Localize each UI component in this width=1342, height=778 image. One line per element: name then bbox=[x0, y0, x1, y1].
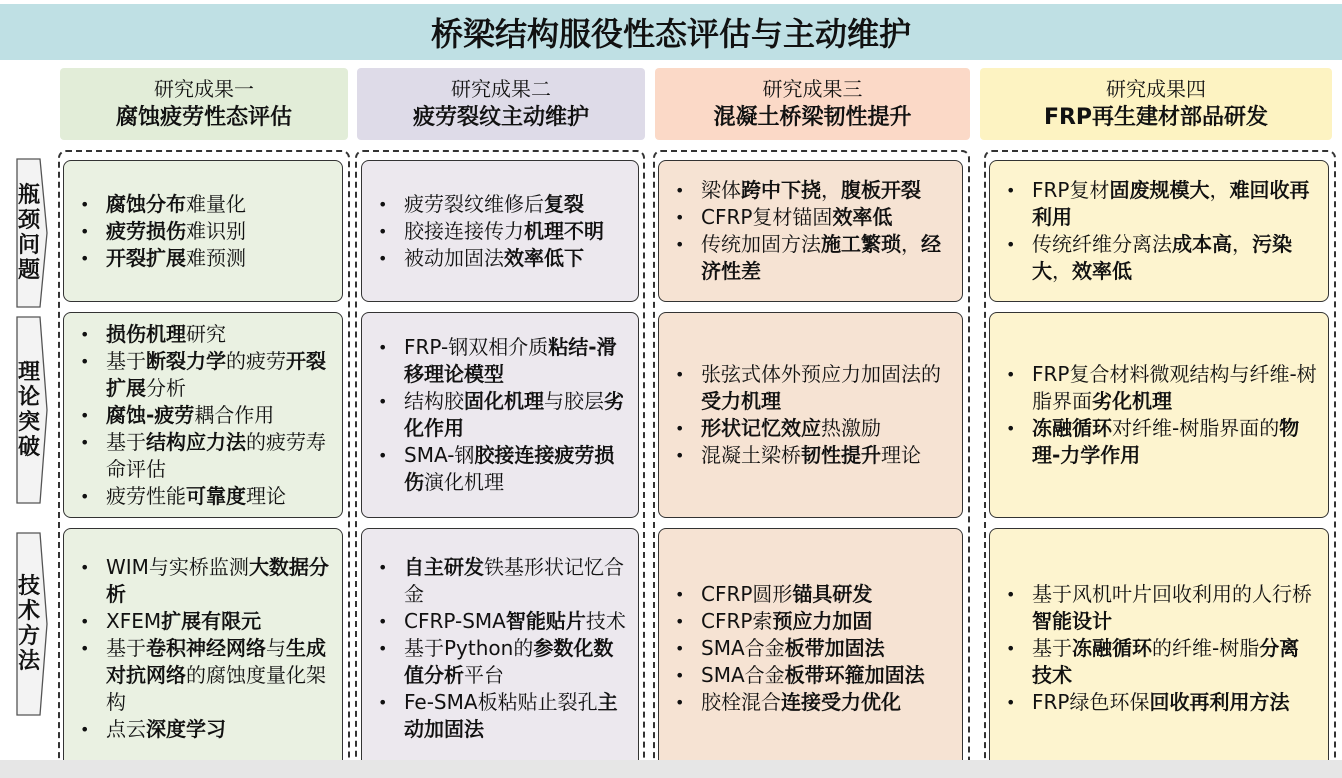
row-label-char: 术 bbox=[17, 599, 40, 624]
bullet-dot-icon: • bbox=[80, 557, 90, 577]
bullet-dot-icon: • bbox=[80, 351, 90, 371]
column-header-main: 腐蚀疲劳性态评估 bbox=[115, 105, 292, 130]
bullet-dot-icon: • bbox=[675, 638, 685, 658]
bullet-list bbox=[1002, 177, 1318, 285]
bullet-item: • 结构胶固化机理与胶层劣化作用 bbox=[378, 389, 624, 440]
bullet-item: • 基于卷积神经网络与生成对抗网络的腐蚀度量化架构 bbox=[80, 635, 326, 714]
row-label-char: 理 bbox=[17, 360, 40, 385]
row-label-text bbox=[16, 183, 42, 283]
bullet-dot-icon: • bbox=[675, 181, 685, 200]
bullet-dot-icon: • bbox=[675, 208, 685, 227]
bullet-list bbox=[671, 177, 952, 285]
cell-col1-methods bbox=[63, 528, 343, 768]
bullet-item: • 形状记忆效应热激励 bbox=[675, 416, 881, 440]
bullet-item: • 腐蚀分布难量化 bbox=[80, 191, 246, 216]
bullet-item: • 梁体跨中下挠，腹板开裂 bbox=[675, 178, 921, 202]
bullet-dot-icon: • bbox=[675, 692, 685, 712]
bullet-item: • 点云深度学习 bbox=[80, 716, 226, 741]
bullet-item: • 传统纤维分离法成本高，污染大，效率低 bbox=[1006, 232, 1292, 283]
bullet-dot-icon: • bbox=[378, 557, 388, 577]
column-header-sub: 研究成果二 bbox=[451, 77, 551, 101]
bullet-dot-icon: • bbox=[378, 194, 388, 214]
row-label-char: 破 bbox=[17, 435, 40, 460]
bullet-item: • 基于风机叶片回收利用的人行桥智能设计 bbox=[1006, 581, 1312, 633]
bullet-dot-icon: • bbox=[378, 338, 388, 357]
bullet-item: • 基于Python的参数化数值分析平台 bbox=[378, 635, 614, 687]
bullet-item: • 胶接连接传力机理不明 bbox=[378, 218, 604, 243]
bullet-dot-icon: • bbox=[675, 611, 685, 631]
column-header-1 bbox=[60, 68, 348, 140]
cell-col4-methods bbox=[989, 528, 1329, 768]
row-label-char: 技 bbox=[17, 574, 40, 599]
bullet-dot-icon: • bbox=[80, 324, 90, 344]
bullet-dot-icon: • bbox=[80, 611, 90, 631]
bullet-dot-icon: • bbox=[378, 446, 388, 465]
bullet-dot-icon: • bbox=[1006, 419, 1016, 438]
cell-col4-bottleneck bbox=[989, 160, 1329, 302]
bullet-list bbox=[374, 334, 628, 496]
bullet-list bbox=[76, 191, 332, 272]
bullet-item: • SMA合金板带环箍加固法 bbox=[675, 662, 925, 687]
bullet-item: • XFEM扩展有限元 bbox=[80, 608, 262, 633]
cell-col3-methods bbox=[658, 528, 963, 768]
bullet-list bbox=[1002, 581, 1318, 716]
bullet-dot-icon: • bbox=[80, 248, 90, 268]
bullet-item: • CFRP-SMA智能贴片技术 bbox=[378, 608, 626, 633]
cell-col3-bottleneck bbox=[658, 160, 963, 302]
bullet-dot-icon: • bbox=[675, 446, 685, 465]
bullet-list bbox=[671, 361, 952, 469]
bullet-list bbox=[374, 191, 628, 272]
cell-col1-theory bbox=[63, 312, 343, 518]
row-label-char: 论 bbox=[17, 385, 40, 410]
bullet-item: • 自主研发铁基形状记忆合金 bbox=[378, 554, 624, 606]
bullet-item: • 开裂扩展难预测 bbox=[80, 245, 246, 270]
row-label-char: 突 bbox=[17, 410, 40, 435]
bullet-item: • FRP复材固废规模大，难回收再利用 bbox=[1006, 178, 1310, 229]
cell-col3-theory bbox=[658, 312, 963, 518]
page-title: 桥梁结构服役性态评估与主动维护 bbox=[0, 4, 1342, 60]
bullet-dot-icon: • bbox=[378, 692, 388, 712]
bullet-dot-icon: • bbox=[1006, 638, 1016, 658]
bullet-list bbox=[374, 554, 628, 743]
cell-col2-bottleneck bbox=[361, 160, 639, 302]
bullet-item: • CFRP索预应力加固 bbox=[675, 608, 873, 633]
bullet-item: • 传统加固方法施工繁琐，经济性差 bbox=[675, 232, 941, 283]
column-header-sub: 研究成果三 bbox=[762, 77, 863, 101]
bullet-item: • 损伤机理研究 bbox=[80, 321, 226, 346]
bullet-dot-icon: • bbox=[80, 432, 90, 452]
column-header-2 bbox=[357, 68, 645, 140]
bullet-dot-icon: • bbox=[1006, 584, 1016, 604]
bullet-dot-icon: • bbox=[80, 405, 90, 425]
row-label-char: 法 bbox=[17, 649, 40, 674]
row-label-methods bbox=[16, 532, 48, 716]
bullet-dot-icon: • bbox=[675, 584, 685, 604]
bullet-item: • 被动加固法效率低下 bbox=[378, 245, 584, 270]
bullet-dot-icon: • bbox=[1006, 692, 1016, 712]
bullet-list bbox=[76, 321, 332, 510]
row-label-char: 方 bbox=[17, 624, 40, 649]
bullet-item: • 疲劳性能可靠度理论 bbox=[80, 483, 286, 508]
bullet-dot-icon: • bbox=[80, 194, 90, 214]
bullet-dot-icon: • bbox=[378, 638, 388, 658]
bullet-item: • 张弦式体外预应力加固法的受力机理 bbox=[675, 362, 941, 413]
bottom-strip bbox=[0, 760, 1342, 778]
bullet-item: • FRP绿色环保回收再利用方法 bbox=[1006, 689, 1290, 714]
cell-col2-theory bbox=[361, 312, 639, 518]
row-label-char: 颈 bbox=[17, 208, 40, 233]
row-label-theory bbox=[16, 316, 48, 504]
column-header-4 bbox=[980, 68, 1332, 140]
bullet-dot-icon: • bbox=[675, 365, 685, 384]
bullet-list bbox=[671, 581, 952, 716]
bullet-dot-icon: • bbox=[675, 419, 685, 438]
bullet-dot-icon: • bbox=[378, 611, 388, 631]
bullet-item: • Fe-SMA板粘贴止裂孔主动加固法 bbox=[378, 689, 618, 741]
row-label-char: 瓶 bbox=[17, 183, 40, 208]
bullet-dot-icon: • bbox=[378, 248, 388, 268]
bullet-dot-icon: • bbox=[378, 221, 388, 241]
bullet-dot-icon: • bbox=[675, 665, 685, 685]
bullet-dot-icon: • bbox=[378, 392, 388, 411]
bullet-dot-icon: • bbox=[675, 235, 685, 254]
bullet-dot-icon: • bbox=[80, 221, 90, 241]
bullet-item: • 胶栓混合连接受力优化 bbox=[675, 689, 901, 714]
bullet-item: • 基于结构应力法的疲劳寿命评估 bbox=[80, 429, 326, 481]
column-header-main: FRP再生建材部品研发 bbox=[1043, 105, 1269, 130]
bullet-item: • 冻融循环对纤维-树脂界面的物理-力学作用 bbox=[1006, 416, 1300, 467]
row-label-char: 题 bbox=[17, 258, 40, 283]
column-header-main: 疲劳裂纹主动维护 bbox=[412, 105, 589, 130]
bullet-item: • CFRP复材锚固效率低 bbox=[675, 205, 893, 229]
bullet-dot-icon: • bbox=[80, 719, 90, 739]
row-label-bottleneck bbox=[16, 158, 48, 308]
column-header-sub: 研究成果一 bbox=[154, 77, 254, 101]
column-header-main: 混凝土桥梁韧性提升 bbox=[713, 105, 912, 130]
bullet-item: • 基于断裂力学的疲劳开裂扩展分析 bbox=[80, 348, 326, 400]
bullet-item: • FRP-钢双相介质粘结-滑移理论模型 bbox=[378, 335, 617, 386]
bullet-item: • 疲劳裂纹维修后复裂 bbox=[378, 191, 584, 216]
bullet-item: • WIM与实桥监测大数据分析 bbox=[80, 554, 329, 606]
bullet-item: • 基于冻融循环的纤维-树脂分离技术 bbox=[1006, 635, 1300, 687]
row-label-char: 问 bbox=[17, 233, 40, 258]
bullet-item: • SMA合金板带加固法 bbox=[675, 635, 885, 660]
cell-col1-bottleneck bbox=[63, 160, 343, 302]
bullet-dot-icon: • bbox=[80, 638, 90, 658]
column-header-3 bbox=[655, 68, 970, 140]
bullet-list bbox=[76, 554, 332, 743]
bullet-item: • 疲劳损伤难识别 bbox=[80, 218, 246, 243]
bullet-item: • FRP复合材料微观结构与纤维-树脂界面劣化机理 bbox=[1006, 362, 1317, 413]
bullet-dot-icon: • bbox=[1006, 181, 1016, 200]
bullet-item: • CFRP圆形锚具研发 bbox=[675, 581, 873, 606]
bullet-dot-icon: • bbox=[1006, 365, 1016, 384]
cell-col4-theory bbox=[989, 312, 1329, 518]
bullet-list bbox=[1002, 361, 1318, 469]
bullet-dot-icon: • bbox=[80, 486, 90, 506]
bullet-item: • 混凝土梁桥韧性提升理论 bbox=[675, 443, 921, 467]
bullet-item: • 腐蚀-疲劳耦合作用 bbox=[80, 402, 275, 427]
bullet-dot-icon: • bbox=[1006, 235, 1016, 254]
bullet-item: • SMA-钢胶接连接疲劳损伤演化机理 bbox=[378, 443, 615, 494]
column-header-sub: 研究成果四 bbox=[1106, 77, 1206, 101]
row-label-text bbox=[16, 574, 42, 674]
row-label-text bbox=[16, 360, 42, 460]
cell-col2-methods bbox=[361, 528, 639, 768]
